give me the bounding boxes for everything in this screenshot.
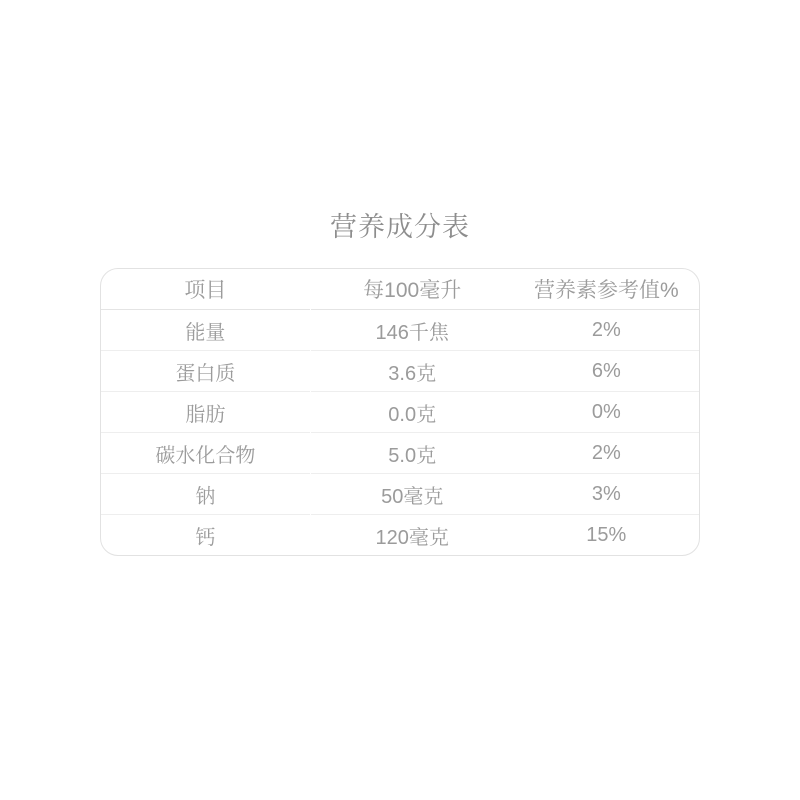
- column-header-nrv: 营养素参考值%: [533, 279, 679, 302]
- nutrition-table-container: [100, 268, 700, 556]
- cell-item: 蛋白质: [175, 362, 236, 385]
- table-row: [101, 515, 699, 556]
- cell-item: 钠: [195, 485, 216, 508]
- table-row: [101, 310, 699, 351]
- cell-item: 碳水化合物: [155, 444, 256, 467]
- table-row: [101, 392, 699, 433]
- cell-per-100ml: 5.0克: [388, 444, 437, 467]
- table-row: [101, 351, 699, 392]
- cell-nrv: 0%: [591, 400, 621, 423]
- cell-item: 钙: [195, 526, 216, 549]
- cell-per-100ml: 3.6克: [388, 362, 437, 385]
- column-header-per-100ml: 每100毫升: [363, 279, 462, 302]
- cell-per-100ml: 146千焦: [375, 321, 449, 344]
- cell-per-100ml: 120毫克: [375, 526, 449, 549]
- page-title: 营养成分表: [330, 212, 470, 242]
- table-header-row: [101, 269, 699, 310]
- cell-nrv: 6%: [591, 359, 621, 382]
- table-header: [101, 269, 699, 310]
- cell-per-100ml: 50毫克: [381, 485, 444, 508]
- column-header-item: 项目: [184, 279, 227, 302]
- cell-per-100ml: 0.0克: [388, 403, 437, 426]
- cell-nrv: 3%: [591, 482, 621, 505]
- table-row: [101, 474, 699, 515]
- nutrition-facts-card: [100, 205, 700, 556]
- cell-nrv: 2%: [591, 441, 621, 464]
- cell-nrv: 2%: [591, 318, 621, 341]
- cell-nrv: 15%: [586, 523, 627, 546]
- cell-item: 脂肪: [185, 403, 226, 426]
- nutrition-table: [101, 269, 699, 555]
- table-row: [101, 433, 699, 474]
- table-body: [101, 310, 699, 556]
- cell-item: 能量: [185, 321, 226, 344]
